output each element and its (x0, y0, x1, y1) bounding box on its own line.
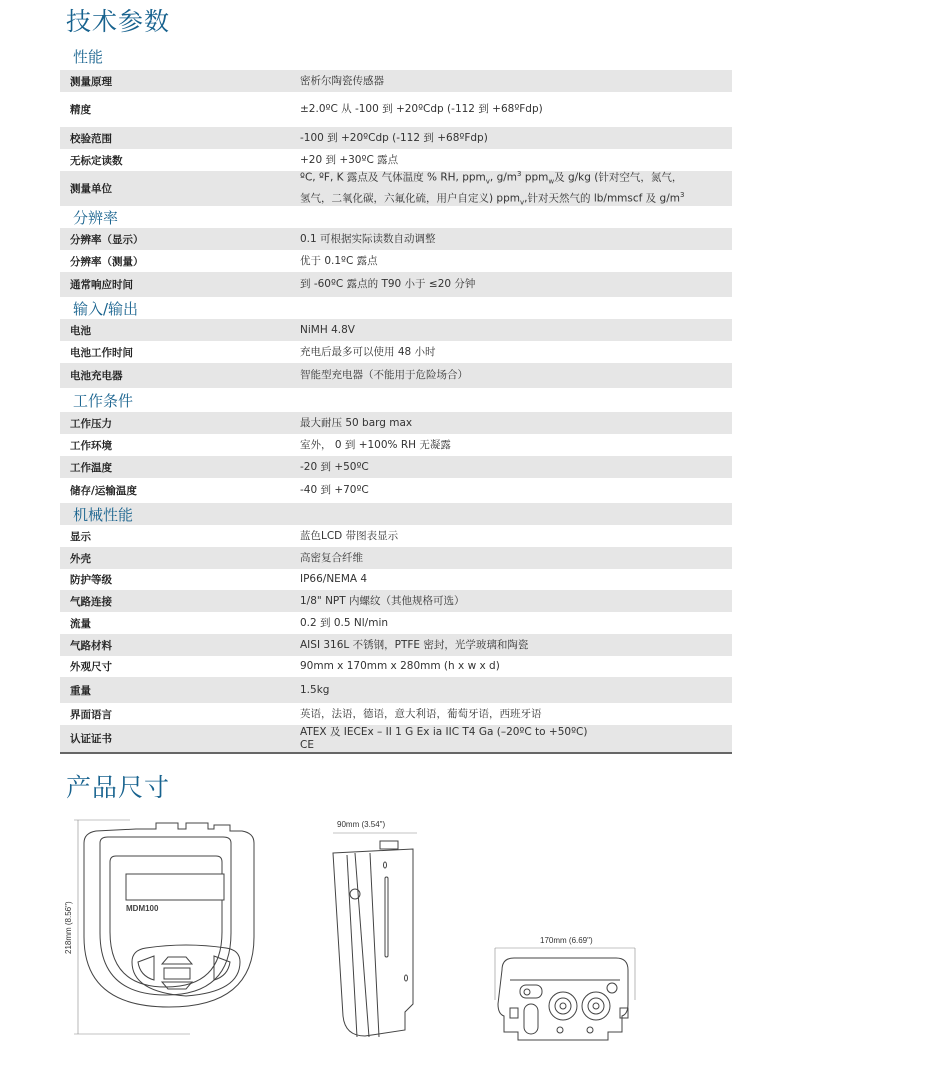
table-row: 通常响应时间 到 -60ºC 露点的 T90 小于 ≤20 分钟 (60, 272, 732, 297)
units-line: ºC, ºF, K 露点及 气体温度 % RH, ppm$_v$, $g/m^3$ ppm$_w$及 g/kg (针对空气，氮气， (300, 169, 683, 186)
section-heading: 分辨率 (73, 208, 119, 227)
table-row: 测量原理 密析尔陶瓷传感器 (60, 70, 732, 92)
page-title: 技术参数 (66, 7, 171, 36)
back-view-drawing (490, 930, 640, 1060)
table-row: 工作温度 -20 到 +50ºC (60, 456, 732, 478)
table-row: 无标定读数 +20 到 +30ºC 露点 (70, 153, 399, 167)
dimensions-title: 产品尺寸 (66, 773, 171, 802)
table-row: 校验范围 -100 到 +20ºCdp (-112 到 +68ºFdp) (60, 127, 732, 149)
measurement-units (300, 168, 732, 209)
table-row: 显示 蓝色LCD 带图表显示 (70, 529, 399, 543)
units-line: 氢气，二氧化碳，六氟化硫，用户自定义) ppm$_v$,针对天然气的 lb/mmscf 及 $g/m^3$ (300, 190, 685, 207)
table-row: 电池充电器 智能型充电器（不能用于危险场合） (60, 363, 732, 388)
section-heading: 性能 (73, 47, 104, 66)
front-view-drawing (60, 812, 270, 1047)
width-dimension-label: 170mm (6.69") (540, 936, 593, 945)
table-row: 分辨率（显示） 0.1 可根据实际读数自动调整 (60, 228, 732, 250)
section-heading: 输入/输出 (73, 299, 139, 318)
table-row: 认证证书 ATEX 及 IECEx – II 1 G Ex ia IIC T4 Ga (–20ºC to +50ºC) CE (60, 725, 732, 752)
table-row: 电池工作时间 充电后最多可以使用 48 小时 (70, 345, 436, 359)
spec-table (60, 42, 732, 754)
table-row: 流量 0.2 到 0.5 Nl/min (70, 616, 389, 630)
table-row: 重量 1.5kg (60, 677, 732, 703)
table-row: 防护等级 IP66/NEMA 4 (70, 573, 368, 586)
table-bottom-divider (60, 752, 732, 754)
table-row: 电池 NiMH 4.8V (60, 319, 732, 341)
height-dimension-label: 218mm (8.56") (64, 901, 73, 954)
table-row: 分辨率（测量） 优于 0.1ºC 露点 (70, 254, 378, 268)
depth-dimension-label: 90mm (3.54") (337, 820, 386, 829)
section-heading: 机械性能 (60, 503, 732, 525)
table-row: 界面语言 英语，法语，德语，意大利语，葡萄牙语，西班牙语 (70, 707, 542, 721)
table-row: 测量单位 ºC, ºF, K 露点及 气体温度 % RH, ppm$_v$, $g/m^3$ ppm$_w$及 g/kg (针对空气，氮气， 氢气，二氧化碳，六氟化硫，用户自定义) ppm$_v$,针对天然气的 lb/mmscf 及 $g/m^3$ (60, 171, 732, 206)
side-view-drawing (325, 815, 425, 1040)
table-row: 工作环境 室外， 0 到 +100% RH 无凝露 (70, 438, 451, 452)
table-row: 气路连接 1/8" NPT 内螺纹（其他规格可选） (60, 590, 732, 612)
model-label: MDM100 (126, 904, 159, 913)
table-row: 外壳 高密复合纤维 (60, 547, 732, 569)
table-row: 储存/运输温度 -40 到 +70ºC (70, 484, 369, 497)
table-row: 外观尺寸 90mm x 170mm x 280mm (h x w x d) (70, 660, 500, 673)
table-row: 气路材料 AISI 316L 不锈钢，PTFE 密封，光学玻璃和陶瓷 (60, 634, 732, 656)
table-row: 精度 ±2.0ºC 从 -100 到 +20ºCdp (-112 到 +68ºFdp) (70, 103, 543, 116)
table-row: 工作压力 最大耐压 50 barg max (60, 412, 732, 434)
section-heading: 工作条件 (73, 391, 134, 410)
